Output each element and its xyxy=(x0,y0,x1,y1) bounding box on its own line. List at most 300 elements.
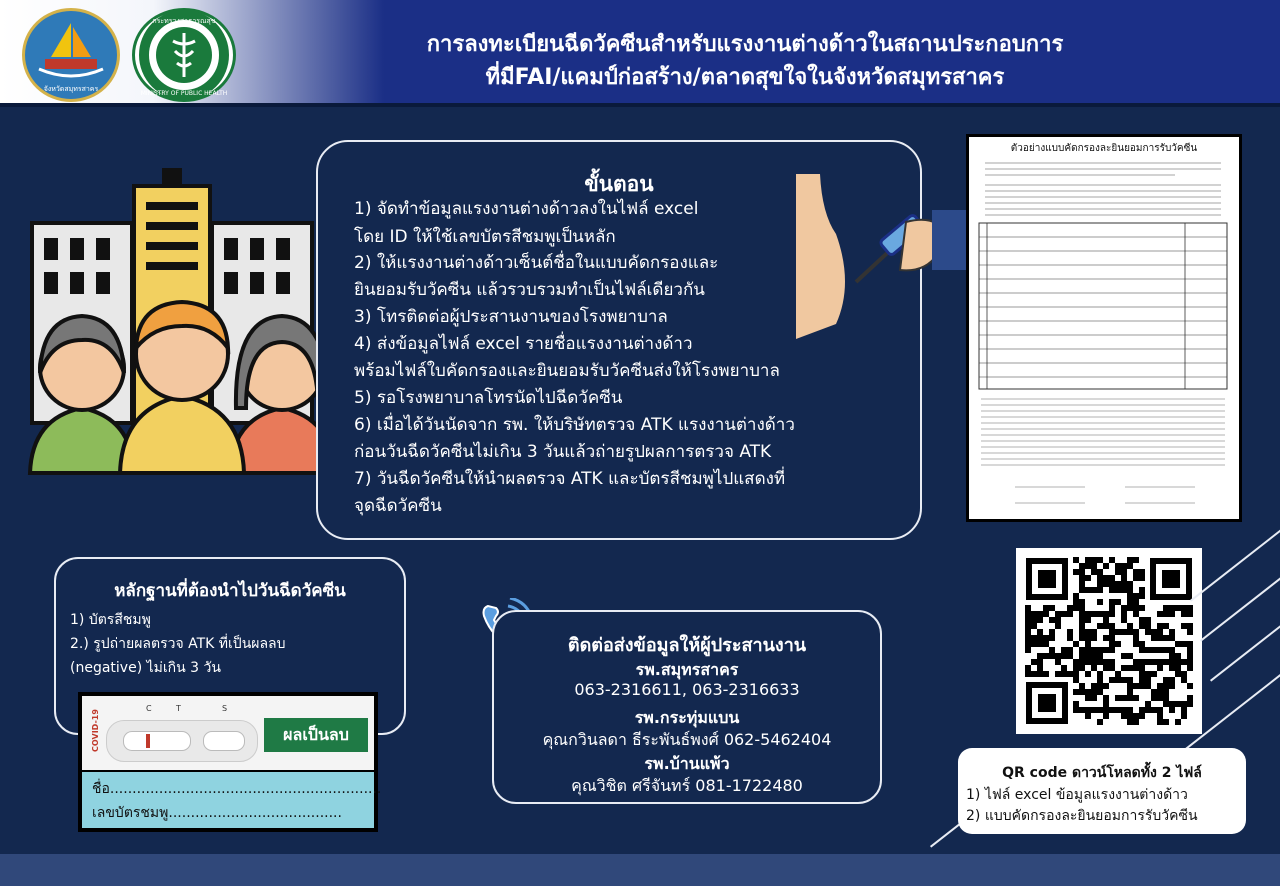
svg-text:จังหวัดสมุทรสาคร: จังหวัดสมุทรสาคร xyxy=(43,85,99,93)
qr-module xyxy=(1073,593,1079,599)
qr-module xyxy=(1079,707,1085,713)
qr-module xyxy=(1169,647,1175,653)
qr-module xyxy=(1181,611,1187,617)
qr-module xyxy=(1025,665,1031,671)
qr-module xyxy=(1187,611,1193,617)
qr-module xyxy=(1127,695,1133,701)
form-sample-title: ตัวอย่างแบบคัดกรองละยินยอมการรับวัคซีน xyxy=(1010,143,1198,154)
qr-module xyxy=(1091,587,1097,593)
atk-test-card xyxy=(78,692,382,832)
qr-module xyxy=(1109,623,1115,629)
qr-module xyxy=(1187,701,1193,707)
qr-module xyxy=(1037,671,1043,677)
qr-module xyxy=(1163,647,1169,653)
qr-module xyxy=(1151,671,1157,677)
atk-brand-label: COVID-19 xyxy=(90,709,100,752)
workers-illustration xyxy=(22,168,342,478)
qr-module xyxy=(1097,659,1103,665)
qr-module xyxy=(1163,677,1169,683)
qr-module xyxy=(1085,557,1091,563)
qr-module xyxy=(1103,563,1109,569)
qr-module xyxy=(1133,569,1139,575)
qr-module xyxy=(1037,617,1043,623)
qr-module xyxy=(1103,707,1109,713)
qr-module xyxy=(1103,635,1109,641)
qr-module xyxy=(1133,593,1139,599)
qr-module xyxy=(1109,665,1115,671)
qr-module xyxy=(1091,569,1097,575)
step-line: 3) โทรติดต่อผู้ประสานงานของโรงพยาบาล xyxy=(354,307,668,327)
qr-module xyxy=(1151,659,1157,665)
samut-sakhon-logo xyxy=(22,8,120,102)
qr-module xyxy=(1085,587,1091,593)
qr-module xyxy=(1121,563,1127,569)
qr-module xyxy=(1115,587,1121,593)
contact-panel xyxy=(492,610,882,804)
atk-sample-well xyxy=(203,731,245,751)
qr-module xyxy=(1037,659,1043,665)
qr-module xyxy=(1121,653,1127,659)
step-line: 6) เมื่อได้วันนัดจาก รพ. ให้บริษัทตรวจ ATK แรงงานต่างด้าว xyxy=(354,415,795,435)
qr-module xyxy=(1049,653,1055,659)
hospital-name: รพ.กระทุ่มแบน xyxy=(634,708,740,727)
step-line: 7) วันฉีดวัคซีนให้นำผลตรวจ ATK และบัตรสีชมพูไปแสดงที่ xyxy=(354,469,786,489)
qr-module xyxy=(1025,635,1031,641)
qr-module xyxy=(1127,587,1133,593)
qr-module xyxy=(1127,653,1133,659)
atk-info-area xyxy=(82,772,382,828)
qr-module xyxy=(1127,557,1133,563)
qr-module xyxy=(1067,647,1073,653)
qr-module xyxy=(1133,629,1139,635)
qr-module xyxy=(1043,605,1049,611)
qr-module xyxy=(1187,629,1193,635)
qr-module xyxy=(1151,707,1157,713)
step-line: 2) ให้แรงงานต่างด้าวเซ็นต์ชื่อในแบบคัดกรองและ xyxy=(354,253,719,273)
qr-module xyxy=(1133,641,1139,647)
qr-module xyxy=(1085,689,1091,695)
qr-module xyxy=(1109,605,1115,611)
step-line: พร้อมไฟล์ใบคัดกรองและยินยอมรับวัคซีนส่งให้โรงพยาบาล xyxy=(354,361,780,381)
qr-module xyxy=(1097,719,1103,725)
qr-module xyxy=(1133,719,1139,725)
qr-module xyxy=(1133,599,1139,605)
qr-module xyxy=(1097,587,1103,593)
qr-module xyxy=(1103,623,1109,629)
qr-module xyxy=(1169,683,1175,689)
qr-module xyxy=(1031,635,1037,641)
qr-module xyxy=(1187,695,1193,701)
qr-code-pattern xyxy=(1016,548,1202,734)
qr-module xyxy=(1151,647,1157,653)
step-line: ก่อนวันฉีดวัคซีนไม่เกิน 3 วันแล้วถ่ายรูปผลการตรวจ ATK xyxy=(354,442,772,462)
qr-module xyxy=(1085,575,1091,581)
qr-module xyxy=(1091,683,1097,689)
qr-module xyxy=(1097,611,1103,617)
qr-code[interactable] xyxy=(1016,548,1202,734)
qr-module xyxy=(1151,695,1157,701)
qr-module xyxy=(1115,629,1121,635)
qr-module xyxy=(1097,581,1103,587)
qr-module xyxy=(1097,569,1103,575)
qr-module xyxy=(1085,629,1091,635)
qr-module xyxy=(1133,695,1139,701)
qr-module xyxy=(1085,647,1091,653)
qr-module xyxy=(1127,581,1133,587)
qr-module xyxy=(1109,707,1115,713)
qr-module xyxy=(1175,641,1181,647)
qr-module xyxy=(1139,617,1145,623)
atk-window xyxy=(123,731,191,751)
qr-module xyxy=(1079,605,1085,611)
qr-title: QR code ดาวน์โหลดทั้ง 2 ไฟล์ xyxy=(1002,765,1202,781)
qr-module xyxy=(1157,623,1163,629)
evidence-item: 2.) รูปถ่ายผลตรวจ ATK ที่เป็นผลลบ xyxy=(70,636,286,652)
qr-module xyxy=(1139,677,1145,683)
qr-module xyxy=(1139,683,1145,689)
qr-module xyxy=(1103,665,1109,671)
qr-module xyxy=(1169,605,1175,611)
qr-module xyxy=(1157,695,1163,701)
evidence-item: (negative) ไม่เกิน 3 วัน xyxy=(70,660,221,676)
qr-module xyxy=(1121,695,1127,701)
qr-module xyxy=(1181,671,1187,677)
qr-module xyxy=(1145,659,1151,665)
qr-module xyxy=(1121,611,1127,617)
atk-name-line: ชื่อ............................................................. xyxy=(92,781,382,797)
qr-module xyxy=(1151,689,1157,695)
qr-module xyxy=(1085,563,1091,569)
qr-module xyxy=(1157,713,1163,719)
qr-module xyxy=(1103,581,1109,587)
qr-module xyxy=(1067,671,1073,677)
qr-module xyxy=(1091,665,1097,671)
qr-module xyxy=(1085,695,1091,701)
qr-module xyxy=(1103,701,1109,707)
qr-module xyxy=(1091,557,1097,563)
qr-module xyxy=(1157,647,1163,653)
qr-module xyxy=(1145,683,1151,689)
qr-module xyxy=(1157,707,1163,713)
qr-module xyxy=(1043,671,1049,677)
step-line: 4) ส่งข้อมูลไฟล์ excel รายชื่อแรงงานต่างด้าว xyxy=(354,334,693,354)
page-title xyxy=(250,28,1240,94)
qr-module xyxy=(1121,707,1127,713)
qr-module xyxy=(1169,611,1175,617)
footer-bar xyxy=(0,854,1280,886)
qr-module xyxy=(1073,641,1079,647)
evidence-item: 1) บัตรสีชมพู xyxy=(70,612,151,628)
qr-module xyxy=(1091,659,1097,665)
qr-module xyxy=(1175,605,1181,611)
qr-module xyxy=(1091,647,1097,653)
qr-module xyxy=(1139,587,1145,593)
qr-module xyxy=(1079,581,1085,587)
qr-module xyxy=(1085,635,1091,641)
qr-module xyxy=(1187,641,1193,647)
qr-module xyxy=(1079,563,1085,569)
qr-module xyxy=(1085,611,1091,617)
qr-module xyxy=(1097,689,1103,695)
qr-module xyxy=(1157,689,1163,695)
qr-module xyxy=(1133,611,1139,617)
qr-module xyxy=(1085,641,1091,647)
qr-module xyxy=(1127,593,1133,599)
atk-mark: T xyxy=(176,704,181,713)
qr-module xyxy=(1109,635,1115,641)
qr-module xyxy=(1145,677,1151,683)
qr-module xyxy=(1157,611,1163,617)
qr-module xyxy=(1139,623,1145,629)
qr-module xyxy=(1061,653,1067,659)
qr-module xyxy=(1169,707,1175,713)
qr-module xyxy=(1109,647,1115,653)
qr-module xyxy=(1061,647,1067,653)
qr-module xyxy=(1073,701,1079,707)
qr-module xyxy=(1109,575,1115,581)
qr-module xyxy=(1175,659,1181,665)
qr-module xyxy=(1025,647,1031,653)
qr-module xyxy=(1049,605,1055,611)
evidence-title: หลักฐานที่ต้องนำไปวันฉีดวัคซีน xyxy=(114,581,346,601)
qr-module xyxy=(1031,659,1037,665)
qr-module xyxy=(1079,575,1085,581)
qr-module xyxy=(1079,653,1085,659)
qr-module xyxy=(1187,647,1193,653)
qr-module xyxy=(1061,671,1067,677)
qr-module xyxy=(1049,647,1055,653)
qr-module xyxy=(1055,611,1061,617)
ministry-of-public-health-logo xyxy=(132,8,236,102)
qr-module xyxy=(1043,653,1049,659)
qr-module xyxy=(1049,629,1055,635)
qr-module xyxy=(1169,629,1175,635)
qr-module xyxy=(1127,665,1133,671)
qr-module xyxy=(1169,653,1175,659)
qr-module xyxy=(1109,599,1115,605)
contact-title: ติดต่อส่งข้อมูลให้ผู้ประสานงาน xyxy=(567,635,807,656)
qr-module xyxy=(1085,713,1091,719)
qr-module xyxy=(1115,599,1121,605)
qr-module xyxy=(1097,683,1103,689)
qr-module xyxy=(1127,599,1133,605)
qr-module xyxy=(1055,617,1061,623)
qr-module xyxy=(1079,629,1085,635)
qr-module xyxy=(1031,671,1037,677)
qr-module xyxy=(1031,641,1037,647)
qr-module xyxy=(1133,635,1139,641)
qr-module xyxy=(1127,623,1133,629)
qr-module xyxy=(1139,713,1145,719)
qr-module xyxy=(1049,617,1055,623)
hospital-contact: คุณวิชิต ศรีจันทร์ 081-1722480 xyxy=(571,776,803,795)
qr-module xyxy=(1079,617,1085,623)
qr-module xyxy=(1163,623,1169,629)
qr-module xyxy=(1025,617,1031,623)
qr-module xyxy=(1103,683,1109,689)
qr-module xyxy=(1187,683,1193,689)
qr-module xyxy=(1163,635,1169,641)
qr-module xyxy=(1121,713,1127,719)
qr-module xyxy=(1157,719,1163,725)
qr-module xyxy=(1103,695,1109,701)
qr-module xyxy=(1139,569,1145,575)
qr-module xyxy=(1037,665,1043,671)
atk-cassette xyxy=(106,720,258,762)
qr-module xyxy=(1133,659,1139,665)
qr-module xyxy=(1133,575,1139,581)
qr-module xyxy=(1079,611,1085,617)
qr-module xyxy=(1097,647,1103,653)
qr-module xyxy=(1181,623,1187,629)
hospital-name: รพ.สมุทรสาคร xyxy=(635,660,739,679)
qr-module xyxy=(1079,635,1085,641)
qr-module xyxy=(1175,719,1181,725)
qr-module xyxy=(1103,647,1109,653)
qr-module xyxy=(1145,707,1151,713)
qr-module xyxy=(1139,671,1145,677)
qr-module xyxy=(1121,587,1127,593)
qr-module xyxy=(1163,659,1169,665)
step-line: 1) จัดทำข้อมูลแรงงานต่างด้าวลงในไฟล์ excel xyxy=(354,199,699,219)
qr-item: 1) ไฟล์ excel ข้อมูลแรงงานต่างด้าว xyxy=(966,787,1188,803)
qr-module xyxy=(1085,653,1091,659)
qr-module xyxy=(1109,557,1115,563)
qr-module xyxy=(1073,599,1079,605)
qr-module xyxy=(1025,671,1031,677)
title-line-1: การลงทะเบียนฉีดวัคซีนสำหรับแรงงานต่างด้าวในสถานประกอบการ xyxy=(426,32,1064,57)
qr-module xyxy=(1169,677,1175,683)
qr-module xyxy=(1025,605,1031,611)
qr-module xyxy=(1103,575,1109,581)
consent-form-sample xyxy=(966,134,1242,522)
atk-mark: C xyxy=(146,704,152,713)
qr-module xyxy=(1025,641,1031,647)
qr-module xyxy=(1127,707,1133,713)
qr-module xyxy=(1097,707,1103,713)
qr-module xyxy=(1037,611,1043,617)
title-line-2: ที่มีFAI/แคมป์ก่อสร้าง/ตลาดสุขใจในจังหวัดสมุทรสาคร xyxy=(485,65,1005,90)
vaccine-injection-illustration xyxy=(796,174,966,342)
qr-module xyxy=(1079,623,1085,629)
qr-module xyxy=(1169,659,1175,665)
qr-module xyxy=(1097,575,1103,581)
hospital-contact: คุณกวินลดา ธีระพันธ์พงศ์ 062-5462404 xyxy=(542,730,832,749)
atk-mark: S xyxy=(222,704,228,713)
qr-module xyxy=(1115,581,1121,587)
qr-module xyxy=(1091,635,1097,641)
qr-module xyxy=(1157,629,1163,635)
qr-caption-box xyxy=(958,748,1246,834)
qr-module xyxy=(1157,635,1163,641)
qr-module xyxy=(1175,653,1181,659)
qr-module xyxy=(1139,575,1145,581)
decorative-line xyxy=(1200,554,1280,642)
qr-module xyxy=(1187,659,1193,665)
qr-module xyxy=(1055,653,1061,659)
qr-module xyxy=(1097,671,1103,677)
step-line: จุดฉีดวัคซีน xyxy=(354,496,442,516)
atk-test-strip xyxy=(82,696,374,770)
qr-module xyxy=(1037,635,1043,641)
qr-module xyxy=(1103,611,1109,617)
qr-module xyxy=(1139,593,1145,599)
qr-module xyxy=(1091,707,1097,713)
qr-module xyxy=(1127,719,1133,725)
qr-module xyxy=(1145,617,1151,623)
qr-module xyxy=(1163,611,1169,617)
qr-module xyxy=(1109,677,1115,683)
qr-module xyxy=(1037,641,1043,647)
qr-module xyxy=(1067,653,1073,659)
qr-module xyxy=(1133,713,1139,719)
qr-module xyxy=(1133,683,1139,689)
qr-module xyxy=(1109,587,1115,593)
qr-module xyxy=(1079,599,1085,605)
qr-module xyxy=(1049,635,1055,641)
qr-module xyxy=(1115,563,1121,569)
qr-module xyxy=(1121,581,1127,587)
qr-module xyxy=(1181,605,1187,611)
qr-module xyxy=(1091,695,1097,701)
qr-module xyxy=(1097,599,1103,605)
qr-module xyxy=(1115,569,1121,575)
qr-module xyxy=(1103,713,1109,719)
qr-module xyxy=(1073,671,1079,677)
qr-module xyxy=(1079,659,1085,665)
qr-module xyxy=(1031,617,1037,623)
qr-module xyxy=(1163,719,1169,725)
qr-module xyxy=(1127,683,1133,689)
qr-module xyxy=(1151,629,1157,635)
qr-module xyxy=(1181,707,1187,713)
qr-module xyxy=(1067,635,1073,641)
qr-module xyxy=(1169,665,1175,671)
qr-module xyxy=(1085,659,1091,665)
qr-module xyxy=(1145,629,1151,635)
steps-title: ขั้นตอน xyxy=(584,172,654,196)
qr-module xyxy=(1121,677,1127,683)
qr-module xyxy=(1061,611,1067,617)
qr-module xyxy=(1109,581,1115,587)
qr-module xyxy=(1115,707,1121,713)
qr-module xyxy=(1091,653,1097,659)
qr-module xyxy=(1187,623,1193,629)
qr-module xyxy=(1073,707,1079,713)
qr-module xyxy=(1133,605,1139,611)
svg-text:กระทรวงสาธารณสุข: กระทรวงสาธารณสุข xyxy=(152,17,216,25)
qr-module xyxy=(1043,611,1049,617)
qr-module xyxy=(1031,611,1037,617)
qr-module xyxy=(1073,569,1079,575)
qr-module xyxy=(1127,563,1133,569)
qr-module xyxy=(1067,629,1073,635)
qr-module xyxy=(1163,683,1169,689)
qr-module xyxy=(1115,695,1121,701)
qr-module xyxy=(1073,665,1079,671)
qr-module xyxy=(1091,629,1097,635)
qr-module xyxy=(1139,605,1145,611)
qr-module xyxy=(1097,677,1103,683)
qr-module xyxy=(1073,605,1079,611)
qr-module xyxy=(1187,665,1193,671)
qr-module xyxy=(1175,665,1181,671)
qr-module xyxy=(1163,695,1169,701)
qr-module xyxy=(1181,641,1187,647)
decorative-line xyxy=(1210,606,1280,681)
hospital-name: รพ.บ้านแพ้ว xyxy=(644,754,730,773)
qr-module xyxy=(1139,647,1145,653)
